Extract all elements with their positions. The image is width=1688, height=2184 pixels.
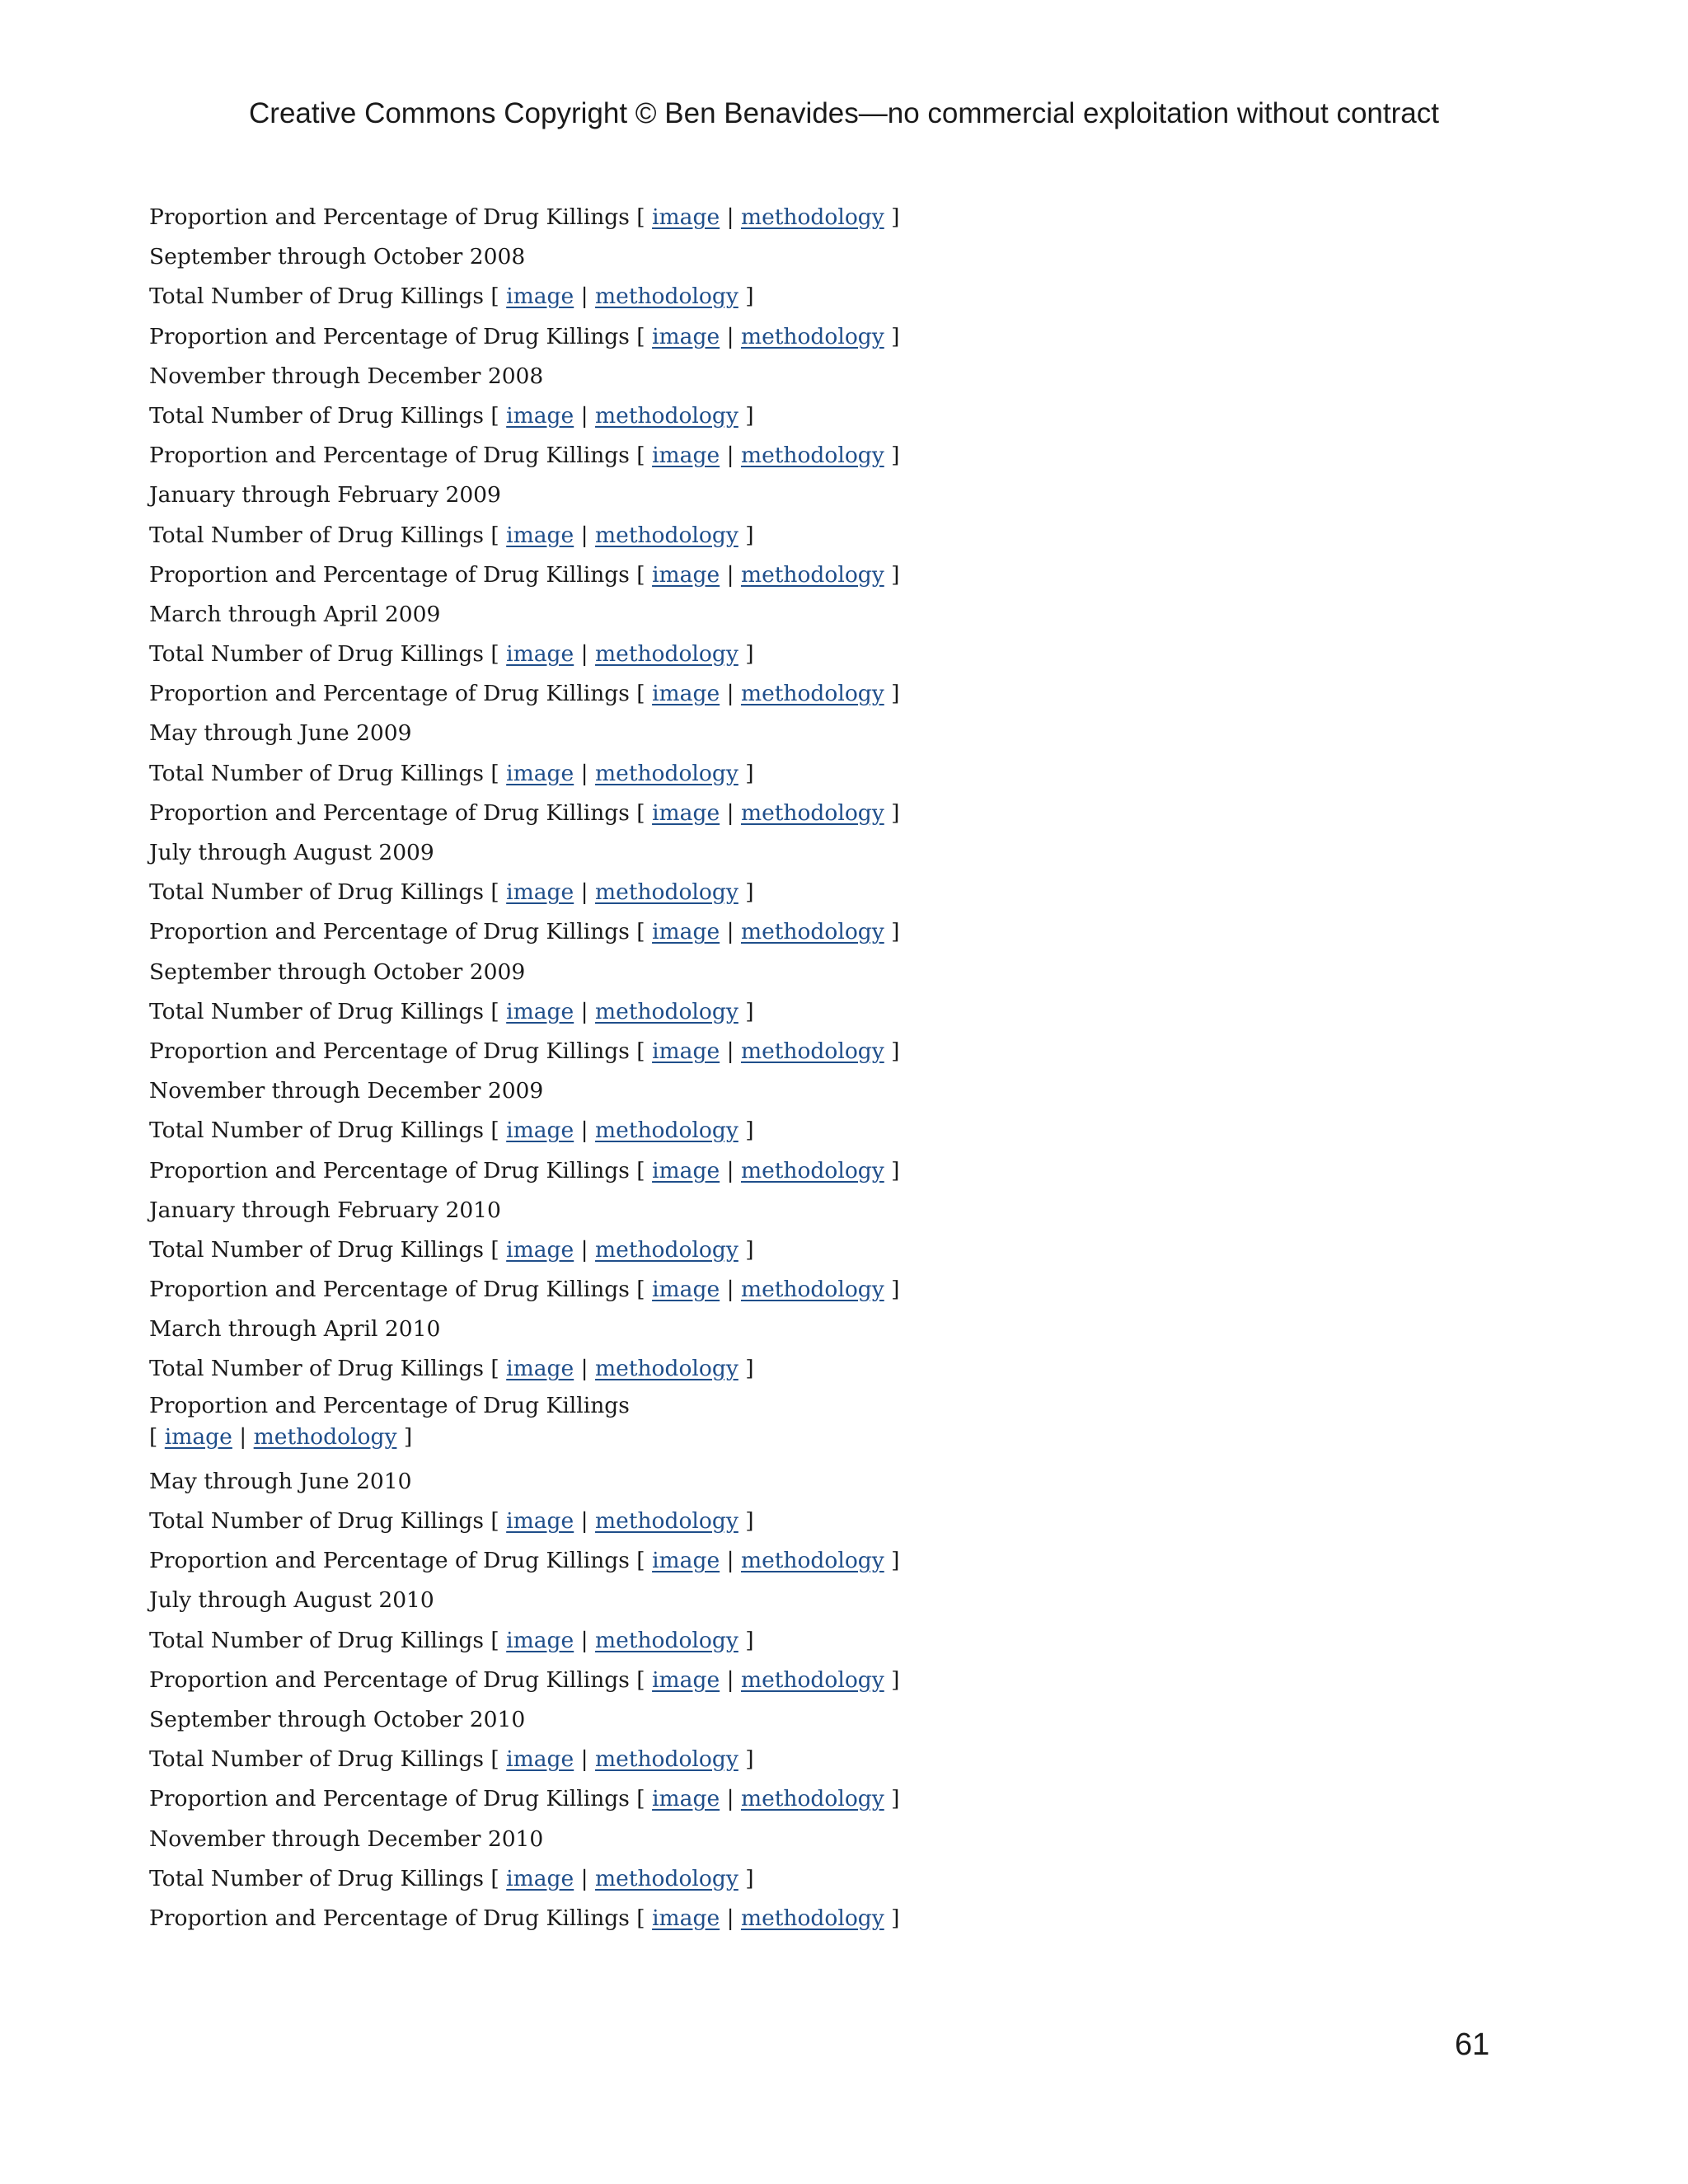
period-heading: March through April 2009 (149, 601, 441, 627)
image-link[interactable]: image (506, 1746, 574, 1773)
image-link[interactable]: image (164, 1423, 232, 1450)
proportion-line (149, 555, 1138, 595)
image-link[interactable]: image (652, 1905, 720, 1931)
close-bracket: ] (891, 799, 900, 826)
period-heading: November through December 2008 (149, 363, 544, 389)
line-label: Total Number of Drug Killings (149, 1865, 484, 1891)
link-separator: | (580, 998, 588, 1024)
proportion-line (149, 1270, 1138, 1310)
link-separator: | (580, 284, 588, 310)
open-bracket: [ (490, 760, 499, 786)
open-bracket: [ (490, 284, 499, 310)
open-bracket: [ (490, 998, 499, 1024)
link-separator: | (580, 1627, 588, 1653)
open-bracket: [ (636, 1786, 645, 1812)
link-separator: | (580, 1118, 588, 1144)
proportion-line (149, 912, 1138, 952)
close-bracket: ] (745, 284, 754, 310)
open-bracket: [ (636, 1905, 645, 1931)
methodology-link[interactable]: methodology (595, 402, 738, 429)
line-label: Total Number of Drug Killings (149, 1627, 484, 1653)
close-bracket: ] (891, 443, 900, 469)
proportion-line (149, 794, 1138, 833)
link-separator: | (726, 1666, 734, 1693)
link-separator: | (580, 402, 588, 429)
link-separator: | (726, 681, 734, 707)
line-label: Total Number of Drug Killings (149, 1356, 484, 1382)
methodology-link[interactable]: methodology (740, 1157, 884, 1183)
line-label: Proportion and Percentage of Drug Killings (149, 1666, 630, 1693)
link-separator: | (580, 1236, 588, 1263)
image-link[interactable]: image (652, 1157, 720, 1183)
link-separator: | (726, 799, 734, 826)
close-bracket: ] (891, 204, 900, 230)
image-link[interactable]: image (506, 879, 574, 906)
methodology-link[interactable]: methodology (740, 919, 884, 945)
close-bracket: ] (745, 760, 754, 786)
image-link[interactable]: image (652, 1666, 720, 1693)
open-bracket: [ (636, 323, 645, 349)
close-bracket: ] (891, 561, 900, 588)
image-link[interactable]: image (506, 1508, 574, 1534)
open-bracket: [ (490, 1236, 499, 1263)
close-bracket: ] (891, 1277, 900, 1303)
close-bracket: ] (891, 1157, 900, 1183)
link-separator: | (580, 1865, 588, 1891)
link-separator: | (580, 1746, 588, 1773)
link-separator: | (726, 1038, 734, 1064)
open-bracket: [ (636, 443, 645, 469)
close-bracket: ] (745, 1236, 754, 1263)
close-bracket: ] (891, 1038, 900, 1064)
line-label: Proportion and Percentage of Drug Killings (149, 443, 630, 469)
proportion-line (149, 1661, 1138, 1700)
line-label: Total Number of Drug Killings (149, 760, 484, 786)
line-label: Total Number of Drug Killings (149, 1118, 484, 1144)
close-bracket: ] (745, 402, 754, 429)
line-label: Total Number of Drug Killings (149, 1236, 484, 1263)
close-bracket: ] (891, 323, 900, 349)
methodology-link[interactable]: methodology (740, 561, 884, 588)
image-link[interactable]: image (506, 1356, 574, 1382)
close-bracket: ] (745, 879, 754, 906)
image-link[interactable]: image (652, 561, 720, 588)
line-label: Total Number of Drug Killings (149, 402, 484, 429)
open-bracket: [ (636, 204, 645, 230)
line-label: Proportion and Percentage of Drug Killings (149, 1548, 630, 1574)
line-label: Proportion and Percentage of Drug Killings (149, 323, 630, 349)
proportion-line (149, 1151, 1138, 1191)
image-link[interactable]: image (506, 284, 574, 310)
close-bracket: ] (403, 1423, 413, 1450)
open-bracket: [ (490, 1865, 499, 1891)
total-line (149, 1621, 1138, 1661)
image-link[interactable]: image (652, 1038, 720, 1064)
close-bracket: ] (745, 1508, 754, 1534)
period-heading: January through February 2009 (149, 482, 501, 509)
open-bracket: [ (490, 402, 499, 429)
period-heading: November through December 2010 (149, 1825, 544, 1852)
period-heading: March through April 2010 (149, 1316, 441, 1343)
methodology-link[interactable]: methodology (740, 681, 884, 707)
line-label: Proportion and Percentage of Drug Killings (149, 681, 630, 707)
methodology-link[interactable]: methodology (595, 760, 738, 786)
line-label: Proportion and Percentage of Drug Killings (149, 799, 630, 826)
close-bracket: ] (745, 998, 754, 1024)
total-line (149, 1349, 1138, 1389)
period-heading: September through October 2010 (149, 1706, 526, 1732)
link-separator: | (726, 1277, 734, 1303)
methodology-link[interactable]: methodology (740, 443, 884, 469)
line-label: Proportion and Percentage of Drug Killings (149, 919, 630, 945)
methodology-link[interactable]: methodology (740, 1277, 884, 1303)
image-link[interactable]: image (652, 443, 720, 469)
open-bracket: [ (636, 561, 645, 588)
open-bracket: [ (490, 641, 499, 668)
image-link[interactable]: image (506, 402, 574, 429)
proportion-line (149, 317, 1138, 357)
line-label: Proportion and Percentage of Drug Killings (149, 1905, 630, 1931)
image-link[interactable]: image (506, 998, 574, 1024)
open-bracket: [ (490, 1356, 499, 1382)
image-link[interactable]: image (506, 641, 574, 668)
methodology-link[interactable]: methodology (595, 641, 738, 668)
line-label: Proportion and Percentage of Drug Killings (149, 1786, 630, 1812)
open-bracket: [ (636, 1277, 645, 1303)
total-line (149, 277, 1138, 316)
open-bracket: [ (636, 1038, 645, 1064)
proportion-line-links (149, 1422, 1138, 1462)
link-separator: | (726, 1786, 734, 1812)
link-separator: | (580, 641, 588, 668)
close-bracket: ] (891, 681, 900, 707)
line-label: Total Number of Drug Killings (149, 1746, 484, 1773)
period-heading: May through June 2010 (149, 1468, 412, 1494)
link-separator: | (726, 204, 734, 230)
open-bracket: [ (636, 1157, 645, 1183)
line-label: Proportion and Percentage of Drug Killings (149, 1157, 630, 1183)
period-heading: July through August 2010 (149, 1587, 434, 1614)
line-label: Proportion and Percentage of Drug Killings (149, 1392, 630, 1418)
link-separator: | (726, 1548, 734, 1574)
methodology-link[interactable]: methodology (595, 1508, 738, 1534)
line-label: Total Number of Drug Killings (149, 1508, 484, 1534)
image-link[interactable]: image (652, 1786, 720, 1812)
close-bracket: ] (745, 1356, 754, 1382)
proportion-line (149, 674, 1138, 714)
total-line (149, 754, 1138, 794)
methodology-link[interactable]: methodology (595, 1865, 738, 1891)
link-separator: | (580, 760, 588, 786)
methodology-link[interactable]: methodology (595, 998, 738, 1024)
line-label: Proportion and Percentage of Drug Killings (149, 1277, 630, 1303)
period-heading: September through October 2008 (149, 244, 526, 270)
image-link[interactable]: image (506, 1627, 574, 1653)
methodology-link[interactable]: methodology (595, 1236, 738, 1263)
image-link[interactable]: image (506, 1236, 574, 1263)
link-separator: | (239, 1423, 247, 1450)
close-bracket: ] (745, 641, 754, 668)
close-bracket: ] (891, 919, 900, 945)
line-label: Total Number of Drug Killings (149, 284, 484, 310)
proportion-line (149, 1390, 1138, 1422)
line-label: Proportion and Percentage of Drug Killings (149, 204, 630, 230)
document-body (149, 198, 1138, 1938)
close-bracket: ] (745, 1746, 754, 1773)
line-label: Proportion and Percentage of Drug Killings (149, 1038, 630, 1064)
methodology-link[interactable]: methodology (595, 1118, 738, 1144)
methodology-link[interactable]: methodology (740, 1905, 884, 1931)
period-heading: May through June 2009 (149, 720, 412, 747)
period-heading: November through December 2009 (149, 1078, 544, 1104)
link-separator: | (726, 919, 734, 945)
image-link[interactable]: image (652, 1548, 720, 1574)
proportion-line (149, 1541, 1138, 1581)
total-line (149, 992, 1138, 1032)
methodology-link[interactable]: methodology (740, 1666, 884, 1693)
total-line (149, 1230, 1138, 1270)
proportion-line (149, 198, 1138, 237)
methodology-link[interactable]: methodology (595, 879, 738, 906)
methodology-link[interactable]: methodology (740, 323, 884, 349)
proportion-line (149, 1779, 1138, 1819)
image-link[interactable]: image (506, 1865, 574, 1891)
methodology-link[interactable]: methodology (595, 522, 738, 548)
proportion-line (149, 1032, 1138, 1071)
open-bracket: [ (636, 681, 645, 707)
methodology-link[interactable]: methodology (595, 1627, 738, 1653)
line-label: Total Number of Drug Killings (149, 879, 484, 906)
methodology-link[interactable]: methodology (740, 1038, 884, 1064)
methodology-link[interactable]: methodology (740, 799, 884, 826)
copyright-header: Creative Commons Copyright © Ben Benavides—no commercial exploitation without contract (249, 97, 1439, 129)
image-link[interactable]: image (652, 204, 720, 230)
open-bracket: [ (149, 1423, 158, 1450)
close-bracket: ] (745, 1865, 754, 1891)
close-bracket: ] (745, 522, 754, 548)
image-link[interactable]: image (652, 1277, 720, 1303)
total-line (149, 1740, 1138, 1779)
proportion-line (149, 1899, 1138, 1938)
methodology-link[interactable]: methodology (595, 1356, 738, 1382)
close-bracket: ] (891, 1548, 900, 1574)
proportion-line (149, 436, 1138, 476)
methodology-link[interactable]: methodology (595, 1746, 738, 1773)
link-separator: | (726, 443, 734, 469)
image-link[interactable]: image (652, 799, 720, 826)
image-link[interactable]: image (506, 522, 574, 548)
close-bracket: ] (891, 1786, 900, 1812)
close-bracket: ] (745, 1118, 754, 1144)
open-bracket: [ (490, 1746, 499, 1773)
open-bracket: [ (636, 919, 645, 945)
open-bracket: [ (490, 1118, 499, 1144)
open-bracket: [ (636, 1548, 645, 1574)
link-separator: | (726, 561, 734, 588)
close-bracket: ] (745, 1627, 754, 1653)
period-heading: July through August 2009 (149, 840, 434, 865)
image-link[interactable]: image (652, 323, 720, 349)
open-bracket: [ (490, 879, 499, 906)
image-link[interactable]: image (652, 681, 720, 707)
period-heading: September through October 2009 (149, 958, 526, 985)
methodology-link[interactable]: methodology (595, 284, 738, 310)
link-separator: | (726, 323, 734, 349)
page-number: 61 (1455, 2027, 1490, 2062)
image-link[interactable]: image (652, 919, 720, 945)
link-separator: | (580, 1508, 588, 1534)
total-line (149, 396, 1138, 436)
methodology-link[interactable]: methodology (253, 1423, 397, 1450)
image-link[interactable]: image (506, 1118, 574, 1144)
link-separator: | (726, 1157, 734, 1183)
total-line (149, 1111, 1138, 1151)
open-bracket: [ (490, 1508, 499, 1534)
open-bracket: [ (636, 799, 645, 826)
open-bracket: [ (636, 1666, 645, 1693)
methodology-link[interactable]: methodology (740, 204, 884, 230)
methodology-link[interactable]: methodology (740, 1548, 884, 1574)
close-bracket: ] (891, 1666, 900, 1693)
link-separator: | (580, 522, 588, 548)
total-line (149, 1859, 1138, 1899)
image-link[interactable]: image (506, 760, 574, 786)
line-label: Proportion and Percentage of Drug Killings (149, 561, 630, 588)
methodology-link[interactable]: methodology (740, 1786, 884, 1812)
line-label: Total Number of Drug Killings (149, 998, 484, 1024)
open-bracket: [ (490, 522, 499, 548)
total-line (149, 873, 1138, 912)
close-bracket: ] (891, 1905, 900, 1931)
line-label: Total Number of Drug Killings (149, 641, 484, 668)
total-line (149, 635, 1138, 674)
open-bracket: [ (490, 1627, 499, 1653)
period-heading: January through February 2010 (149, 1197, 501, 1223)
link-separator: | (726, 1905, 734, 1931)
link-separator: | (580, 1356, 588, 1382)
total-line (149, 1502, 1138, 1541)
link-separator: | (580, 879, 588, 906)
line-label: Total Number of Drug Killings (149, 522, 484, 548)
total-line (149, 516, 1138, 555)
